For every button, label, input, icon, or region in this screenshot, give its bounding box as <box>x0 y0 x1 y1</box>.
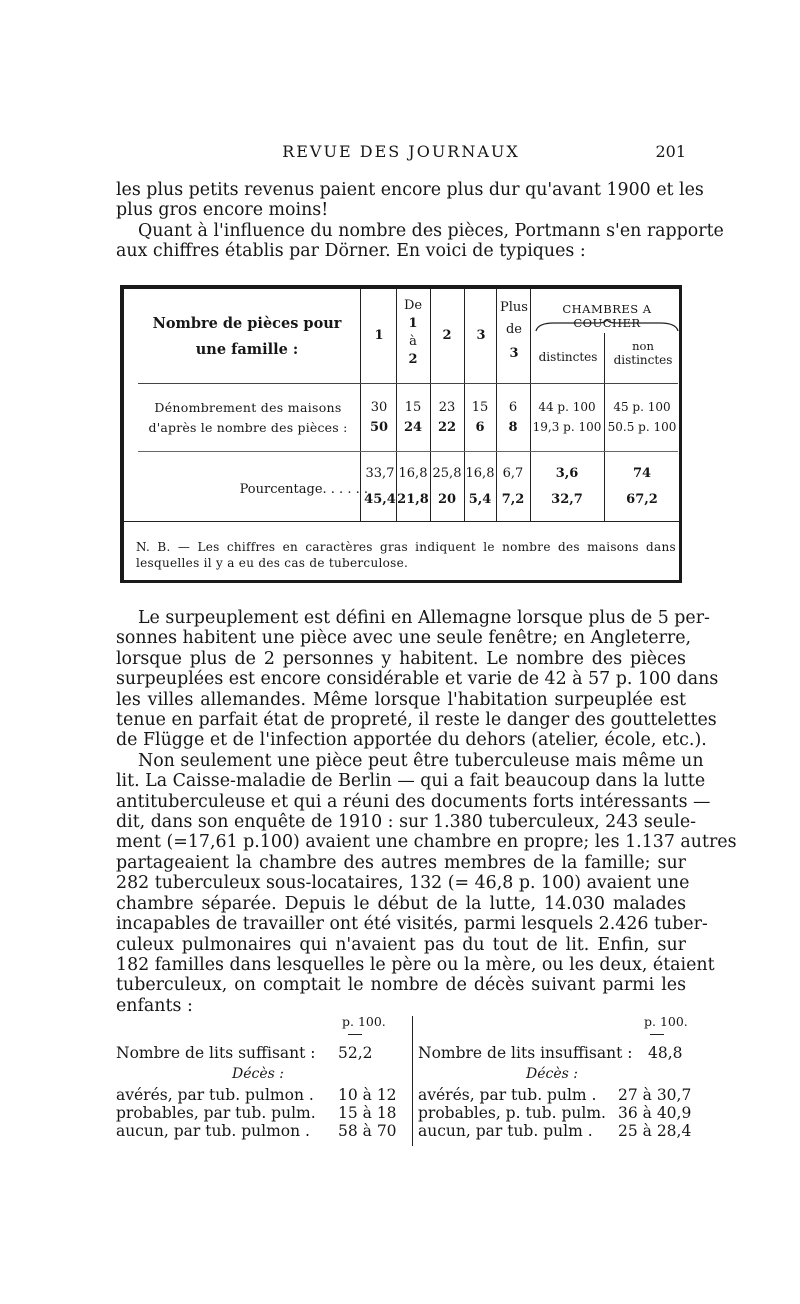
list-item-value: 27 à 30,7 <box>618 1086 692 1104</box>
table-cell: 44 p. 100 <box>538 400 596 414</box>
col-header-de-2: 2 <box>408 352 418 367</box>
col-header-distinctes: distinctes <box>538 350 598 364</box>
table-cell: 32,7 <box>551 492 583 507</box>
col-header-non-distinctes: distinctes <box>613 353 673 367</box>
text-line: Le surpeuplement est défini en Allemagne lorsque plus de 5 per- <box>138 608 710 628</box>
text-line: tenue en parfait état de propreté, il reste le danger des gouttelettes <box>116 710 717 731</box>
col-header-de: De <box>403 298 423 313</box>
text-line: plus gros encore moins! <box>116 200 329 221</box>
deces-label: Décès : <box>526 1066 578 1082</box>
text-line: chambre séparée. Depuis le début de la lutte, 14.030 malades <box>116 893 686 914</box>
table-cell: 67,2 <box>626 492 658 507</box>
table-cell: 3,6 <box>555 466 579 481</box>
table-cell: 16,8 <box>465 466 495 481</box>
list-item-label: probables, p. tub. pulm. <box>418 1104 606 1122</box>
text-line: lorsque plus de 2 personnes y habitent. Le nombre des pièces <box>116 648 686 669</box>
row-label-denombrement-2: d'après le nombre des pièces : <box>148 420 348 435</box>
table-cell: 22 <box>437 420 457 435</box>
group-brace-icon <box>534 319 680 333</box>
text-line: tuberculeux, on comptait le nombre de décès suivant parmi les <box>116 975 686 996</box>
deces-label: Décès : <box>232 1066 284 1082</box>
text-line: dit, dans son enquête de 1910 : sur 1.380 tuberculeux, 243 seule- <box>116 812 696 833</box>
text-line: antituberculeuse et qui a réuni des documents forts intéressants — <box>116 791 711 812</box>
group-header-chambres: CHAMBRES A COUCHER <box>562 302 652 330</box>
col-header-de-a: à <box>409 334 417 349</box>
col-header-plus-de: de <box>505 322 522 337</box>
text-line: Non seulement une pièce peut être tuberculeuse mais même un <box>138 750 704 771</box>
table-cell: 8 <box>508 420 518 435</box>
col-header-2: 2 <box>442 328 452 343</box>
data-table <box>120 285 682 583</box>
table-cell: 21,8 <box>397 492 429 507</box>
running-header <box>116 142 686 168</box>
text-line: les villes allemandes. Même lorsque l'habitation surpeuplée est <box>116 689 686 710</box>
list-item-value: 15 à 18 <box>338 1104 397 1122</box>
body-paragraph <box>116 608 737 1016</box>
row-label-denombrement: Dénombrement des maisons <box>154 400 342 415</box>
col-header-plus-3: 3 <box>509 346 519 361</box>
intro-paragraph <box>116 180 724 262</box>
table-note: N. B. — Les chiffres en caractères gras indiquent le nombre des maisons dans lesquelles il y a eu des cas de tuberculose. <box>136 540 676 570</box>
deaths-lists <box>116 1012 691 1142</box>
list-heading-value: 52,2 <box>338 1044 373 1062</box>
text-line: enfants : <box>116 995 193 1016</box>
list-item-value: 58 à 70 <box>338 1122 397 1140</box>
text-line: surpeuplées est encore considérable et varie de 42 à 57 p. 100 dans <box>116 669 719 690</box>
text-line: partageaient la chambre des autres membres de la famille; sur <box>116 852 686 873</box>
text-line: ment (=17,61 p.100) avaient une chambre en propre; les 1.137 autres <box>116 832 737 853</box>
text-line: 282 tuberculeux sous-locataires, 132 (= 46,8 p. 100) avaient une <box>116 873 690 894</box>
text-line: sonnes habitent une pièce avec une seule fenêtre; en Angleterre, <box>116 628 692 649</box>
text-line: culeux pulmonaires qui n'avaient pas du tout de lit. Enfin, sur <box>116 934 686 955</box>
table-cell: 23 <box>438 400 456 415</box>
running-title: REVUE DES JOURNAUX <box>282 142 520 161</box>
text-line: de Flügge et de l'infection apportée du dehors (atelier, école, etc.). <box>116 730 707 751</box>
table-cell: 30 <box>370 400 388 415</box>
col-header-non: non <box>632 339 654 353</box>
text-line: aux chiffres établis par Dörner. En voici de typiques : <box>116 241 586 262</box>
text-line: lit. La Caisse-maladie de Berlin — qui a fait beaucoup dans la lutte <box>116 771 706 792</box>
table-cell: 6,7 <box>502 466 524 481</box>
table-cell: 19,3 p. 100 <box>532 420 602 434</box>
col-header-plus: Plus <box>500 300 528 315</box>
table-cell: 24 <box>403 420 423 435</box>
text-line: Quant à l'influence du nombre des pièces, Portmann s'en rapporte <box>138 220 724 241</box>
list-heading-value: 48,8 <box>648 1044 683 1062</box>
list-item-value: 36 à 40,9 <box>618 1104 692 1122</box>
text-line: 182 familles dans lesquelles le père ou la mère, ou les deux, étaient <box>116 954 715 975</box>
table-cell: 16,8 <box>398 466 428 481</box>
list-item-value: 10 à 12 <box>338 1086 397 1104</box>
unit-label: p. 100. <box>342 1014 386 1029</box>
table-cell: 6 <box>508 400 518 415</box>
list-item-label: probables, par tub. pulm. <box>116 1104 316 1122</box>
row-header-label: Nombre de pièces pour une famille : <box>152 315 342 358</box>
table-cell: 45,4 <box>364 492 396 507</box>
text-line: les plus petits revenus paient encore plus dur qu'avant 1900 et les <box>116 180 704 200</box>
table-cell: 15 <box>404 400 422 415</box>
list-heading: Nombre de lits suffisant : <box>116 1044 316 1062</box>
col-header-de-1: 1 <box>408 316 418 331</box>
table-cell: 25,8 <box>432 466 462 481</box>
list-heading: Nombre de lits insuffisant : <box>418 1044 633 1062</box>
table-cell: 20 <box>437 492 457 507</box>
unit-label: p. 100. <box>644 1014 688 1029</box>
table-cell: 74 <box>632 466 652 481</box>
table-cell: 6 <box>475 420 485 435</box>
col-header-1: 1 <box>374 328 384 343</box>
table-cell: 50 <box>369 420 389 435</box>
table-cell: 50.5 p. 100 <box>607 420 677 434</box>
list-item-label: avérés, par tub. pulmon . <box>116 1086 314 1104</box>
list-item-label: aucun, par tub. pulmon . <box>116 1122 310 1140</box>
list-item-label: avérés, par tub. pulm . <box>418 1086 597 1104</box>
page-number: 201 <box>655 142 686 161</box>
table-cell: 33,7 <box>365 466 395 481</box>
column-divider <box>412 1016 413 1146</box>
row-label-pourcentage: Pourcentage. . . . . . <box>239 482 368 497</box>
table-cell: 7,2 <box>501 492 525 507</box>
text-line: incapables de travailler ont été visités, parmi lesquels 2.426 tuber- <box>116 914 708 935</box>
table-cell: 45 p. 100 <box>613 400 671 414</box>
list-item-value: 25 à 28,4 <box>618 1122 692 1140</box>
table-cell: 5,4 <box>468 492 492 507</box>
list-item-label: aucun, par tub. pulm . <box>418 1122 593 1140</box>
col-header-3: 3 <box>476 328 486 343</box>
table-cell: 15 <box>471 400 489 415</box>
